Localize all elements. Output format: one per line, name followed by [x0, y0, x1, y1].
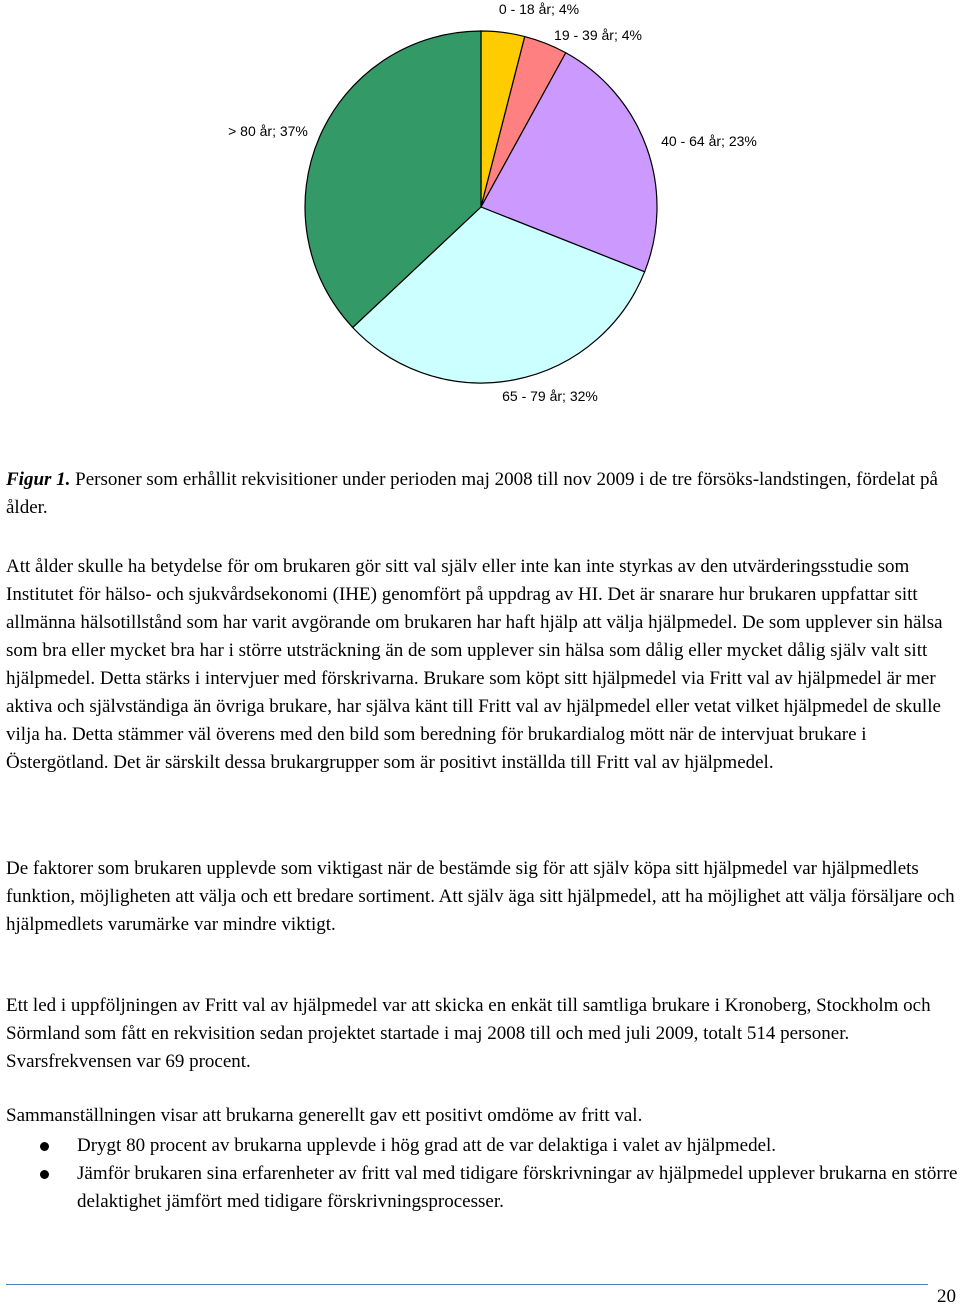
bullet-dot-icon: [40, 1142, 49, 1151]
body-paragraph: Sammanställningen visar att brukarna generellt gav ett positivt omdöme av fritt val.: [6, 1105, 643, 1126]
figure-caption: [6, 466, 958, 522]
bullet-text: Drygt 80 procent av brukarna upplevde i hög grad att de var delaktiga i valet av hjälpmedel.: [77, 1135, 777, 1156]
pie-slice-label: 65 - 79 år; 32%: [502, 388, 598, 404]
page-number: 20: [937, 1286, 956, 1307]
pie-slice-label: 0 - 18 år; 4%: [498, 1, 580, 17]
body-paragraph: Att ålder skulle ha betydelse för om brukaren gör sitt val själv eller inte kan inte styrkas av den utvärderingsstudie som Institutet för hälso- och sjukvårdsekonomi (IHE) genomfört på uppdrag av HI. Det är snarare hur brukaren uppfattar sitt allmänna hälsotillstånd som har varit avgörande om brukaren har haft hjälp att välja hjälpmedel. De som upplever sin hälsa som bra eller mycket bra har i större utsträckning än de som upplever sin hälsa som dålig eller mycket dålig själv valt sitt hjälpmedel. Detta stärks i intervjuer med förskrivarna. Brukare som köpt sitt hjälpmedel via Fritt val av hjälpmedel är mer aktiva och självständiga än övriga brukare, har själva känt till Fritt val av hjälpmedel eller vetat vilket hjälpmedel de skulle vilja ha. Detta stämmer väl överens med den bild som beredning för brukardialog mött när de intervjuat brukare i Östergötland. Det är särskilt dessa brukargrupper som är positivt inställda till Fritt val av hjälpmedel.: [6, 556, 943, 773]
bullet-text: Jämför brukaren sina erfarenheter av fritt val med tidigare förskrivningar av hjälpmedel upplever brukarna en större delaktighet jämfört med tidigare förskrivningsprocesser.: [77, 1163, 958, 1212]
bullet-list: [0, 1132, 958, 1216]
footer-divider: [6, 1284, 928, 1285]
body-paragraph: Ett led i uppföljningen av Fritt val av hjälpmedel var att skicka en enkät till samtliga brukare i Kronoberg, Stockholm och Sörmland som fått en rekvisition sedan projektet startade i maj 2008 till och med juli 2009, totalt 514 personer. Svarsfrekvensen var 69 procent.: [6, 995, 931, 1072]
body-paragraph: De faktorer som brukaren upplevde som viktigast när de bestämde sig för att själv köpa sitt hjälpmedel var hjälpmedlets funktion, möjligheten att välja och ett bredare sortiment. Att själv äga sitt hjälpmedel, att ha möjlighet att välja försäljare och hjälpmedlets varumärke var mindre viktigt.: [6, 858, 955, 935]
figure-label: Figur 1.: [6, 469, 71, 490]
pie-slice-label: > 80 år; 37%: [228, 123, 308, 139]
bullet-dot-icon: [40, 1170, 49, 1179]
bullet-item: [0, 1160, 958, 1216]
pie-slice-label: 19 - 39 år; 4%: [554, 27, 642, 43]
bullet-item: [0, 1132, 958, 1160]
pie-slice-label: 40 - 64 år; 23%: [661, 133, 757, 149]
age-pie-chart: [0, 0, 960, 420]
figure-caption-text: Personer som erhållit rekvisitioner under perioden maj 2008 till nov 2009 i de tre försöks-landstingen, fördelat på ålder.: [6, 469, 938, 518]
